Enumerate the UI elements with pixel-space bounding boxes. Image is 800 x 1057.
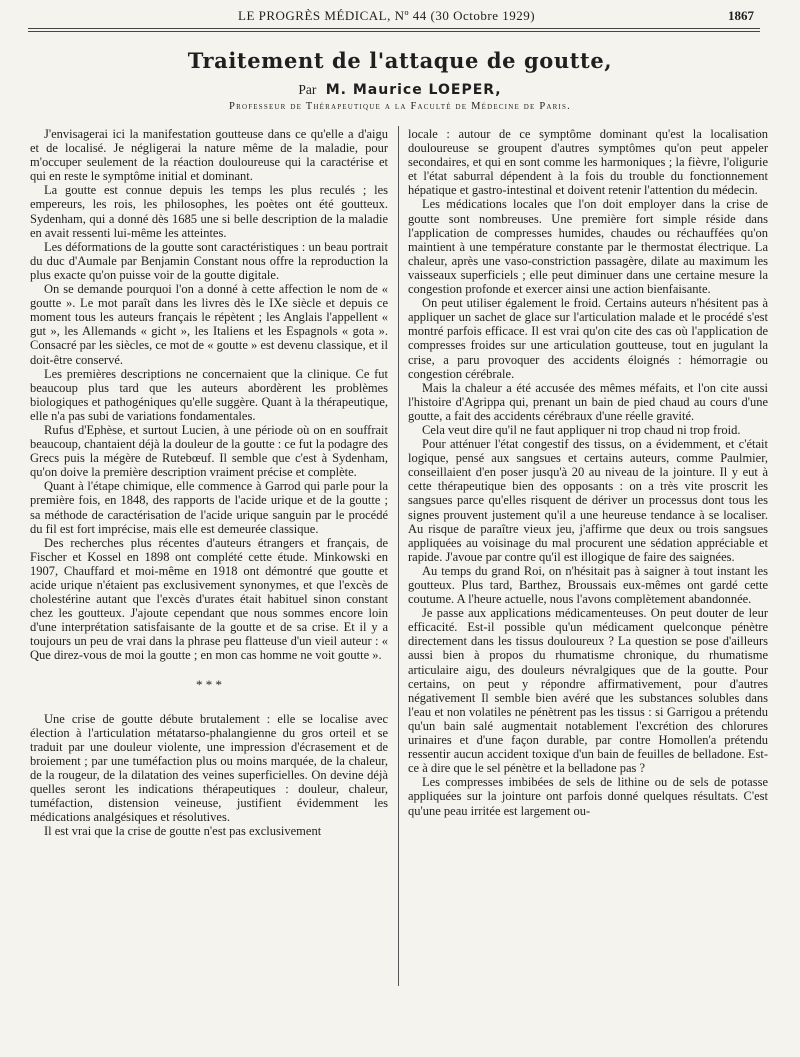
paragraph: Les médications locales que l'on doit employer dans la crise de goutte sont nombreuses. Une première fort simple réside dans l'application de compresses humides, chaudes ou réchauffées qu'on maintient à une température constante par le thermostat électrique. La chaleur, après une vaso-constriction passagère, dilate au maximum les vaisseaux superficiels ; elle peut diminuer dans une certaine mesure la congestion profonde et exercer ainsi une action bienfaisante.	[408, 197, 768, 297]
article-title: Traitement de l'attaque de goutte,	[187, 48, 613, 73]
paragraph: Il est vrai que la crise de goutte n'est pas exclusivement	[44, 824, 322, 839]
paragraph: Une crise de goutte débute brutalement : elle se localise avec élection à l'articulation métatarso-phalangienne du gros orteil et se traduit par une douleur violente, une impression d'écrasement et de broiement ; par une tuméfaction plus ou moins marquée, de la chaleur, de la rougeur, de la dilatation des veines superficielles. On devine déjà quelles seront les indications thérapeutiques : douleur, chaleur, tuméfaction, distension veineuse, justifient évidemment les médications analgésiques et résolutives.	[30, 711, 388, 825]
paragraph: Pour atténuer l'état congestif des tissus, on a évidemment, et c'était logique, pensé aux sangsues et certains auteurs, comme Paulmier, conseillaient d'en poser jusqu'à 20 au niveau de la jointure. Il y eut à cette thérapeutique bien des opposants : on a très vite proscrit les sangsues parce qu'elles risquent de dériver un processus dont tous les signes prouvent justement qu'il a une heureuse tendance à se localiser. Au risque de paraître vieux jeu, j'affirme que deux ou trois sangsues appliquées au voisinage du mal procurent une sédation appréciable et rapide. J'avoue par contre qu'il est illogique de faire des saignées.	[408, 437, 768, 564]
byline-prefix: Par	[298, 82, 317, 97]
right-column	[408, 127, 768, 818]
column-divider	[398, 126, 399, 986]
left-column	[30, 127, 388, 838]
paragraph: Quant à l'étape chimique, elle commence à Garrod qui parle pour la première fois, en 1848, des rapports de l'acide urique et de la goutte ; sa méthode de caractérisation de l'acide urique sanguin par le procédé du fil est fort imprécise, mais elle est demeurée classique.	[30, 479, 388, 536]
page-number: 1867	[728, 8, 754, 23]
header-rule	[28, 28, 760, 29]
byline	[0, 82, 800, 98]
paragraph: La goutte est connue depuis les temps les plus reculés ; les empereurs, les rois, les philosophes, les poètes ont été goutteux. Sydenham, qui a donné dès 1685 une si belle description de la maladie en avait ressenti lui-même les atteintes.	[30, 183, 388, 240]
author-name: M. Maurice LOEPER,	[325, 82, 502, 98]
journal-issue-title: LE PROGRÈS MÉDICAL, Nº 44 (30 Octobre 1929)	[238, 8, 536, 23]
paragraph: Au temps du grand Roi, on n'hésitait pas à saigner à tout instant les goutteux. Plus tard, Barthez, Broussais eux-mêmes ont gardé cette coutume. A l'heure actuelle, nous l'avons complètement abandonnée.	[408, 563, 768, 607]
paragraph: On peut utiliser également le froid. Certains auteurs n'hésitent pas à appliquer un sachet de glace sur l'articulation malade et le procédé s'est montré parfois efficace. Il est vrai qu'on cite des cas où l'application de compresses froides sur une articulation goutteuse, tout en jugulant la crise, a paru provoquer des accidents éloignés : hémorragie ou congestion cérébrale.	[408, 296, 768, 381]
paragraph: Cela veut dire qu'il ne faut appliquer ni trop chaud ni trop froid.	[422, 422, 741, 437]
paragraph: Les premières descriptions ne concernaient que la clinique. Ce fut beaucoup plus tard que les auteurs abordèrent les problèmes biologiques et pathogéniques qu'elle suggère. Quant à la thérapeutique, elle n'a pas subi de variations fondamentales.	[30, 366, 388, 423]
paragraph: Rufus d'Ephèse, et surtout Lucien, à une période où on en souffrait beaucoup, chantaient déjà la douleur de la goutte : ce fut la podagre des Grecs puis la mégère de Rutebœuf. Il semble que c'est à Sydenham, qu'on doive la première description vraiment précise et complète.	[30, 422, 388, 480]
paragraph: Des recherches plus récentes d'auteurs étrangers et français, de Fischer et Kossel en 1898 ont complété cette étude. Minkowski en 1907, Chauffard et moi-même en 1918 ont démontré que goutte et acide urique n'étaient pas exclusivement synonymes, et que l'excès de cholestérine autant que l'excès d'urates était habituel sinon constant chez les goutteux. J'ajoute cependant que nous sommes encore loin d'une interprétation satisfaisante de la goutte et de sa crise. Et il y a toujours un peu de vrai dans la phrase peu flatteuse d'un vieil auteur : « Que direz-vous de moi la goutte ; en mon cas homme ne voit goutte ».	[30, 535, 388, 663]
paragraph: On se demande pourquoi l'on a donné à cette affection le nom de « goutte ». Le mot paraît dans les livres dès le IXe siècle et depuis ce moment tous les auteurs français le répètent ; les Anglais l'appellent « gut », les Allemands « gicht », les Italiens et les Espagnols « gota ». Consacré par les siècles, ce mot de « goutte » est devenu classique, et il doit-être conservé.	[30, 282, 388, 367]
paragraph: Je passe aux applications médicamenteuses. On peut douter de leur efficacité. Est-il possible qu'un médicament quelconque pénètre directement dans les tissus douloureux ? La question se pose d'ailleurs aussi bien à propos du rhumatisme chronique, du rhumatisme articulaire aigu, des douleurs névralgiques que de la goutte. Pour certains, on peut y répondre affirmativement, pour d'autres négativement Il semble bien avéré que les substances solubles dans l'eau et non volatiles ne pénètrent pas les tissus : si Garrigou a prétendu qu'un bain salé augmentait notablement l'excrétion des chlorures urinaires et d'une façon durable, par contre Homollen'a prétendu ressentir aucun accident toxique d'un bain de feuilles de belladone. Est-ce à dire que le sel pénètre et la belladone pas ?	[408, 606, 768, 776]
author-affiliation: Professeur de Thérapeutique a la Faculté de Médecine de Paris.	[229, 101, 571, 112]
section-separator: * * *	[196, 676, 222, 692]
paragraph: J'envisagerai ici la manifestation goutteuse dans ce qu'elle a d'aigu et de localisé. Je négligerai la nature même de la maladie, pour m'occuper seulement de la réaction douloureuse qui la caractérise et qui en reste le symptôme initial et dominant.	[30, 127, 388, 184]
running-header	[28, 4, 772, 26]
paragraph: Mais la chaleur a été accusée des mêmes méfaits, et l'on cite aussi l'histoire d'Agrippa qui, prenant un bain de pied chaud au cours d'une goutte, a fait des accidents cérébraux d'une réelle gravité.	[408, 380, 768, 423]
header-rule-double	[28, 31, 760, 32]
paragraph: Les déformations de la goutte sont caractéristiques : un beau portrait du duc d'Aumale par Benjamin Constant nous offre la reproduction la plus exacte qu'on puisse voir de la goutte digitale.	[30, 239, 388, 282]
paragraph: Les compresses imbibées de sels de lithine ou de sels de potasse appliquées sur la jointure ont parfois donné quelques résultats. C'est qu'une peau irritée est largement ou-	[408, 775, 768, 818]
paragraph: locale : autour de ce symptôme dominant qu'est la localisation douloureuse se groupent d'autres symptômes qu'on peut appeler secondaires, et qui en sont comme les harmoniques ; la fièvre, l'oligurie et l'état saburral dépendent à la fois du trouble du fonctionnement hépatique et gastro-intestinal et doivent retenir l'attention du médecin.	[408, 127, 768, 198]
